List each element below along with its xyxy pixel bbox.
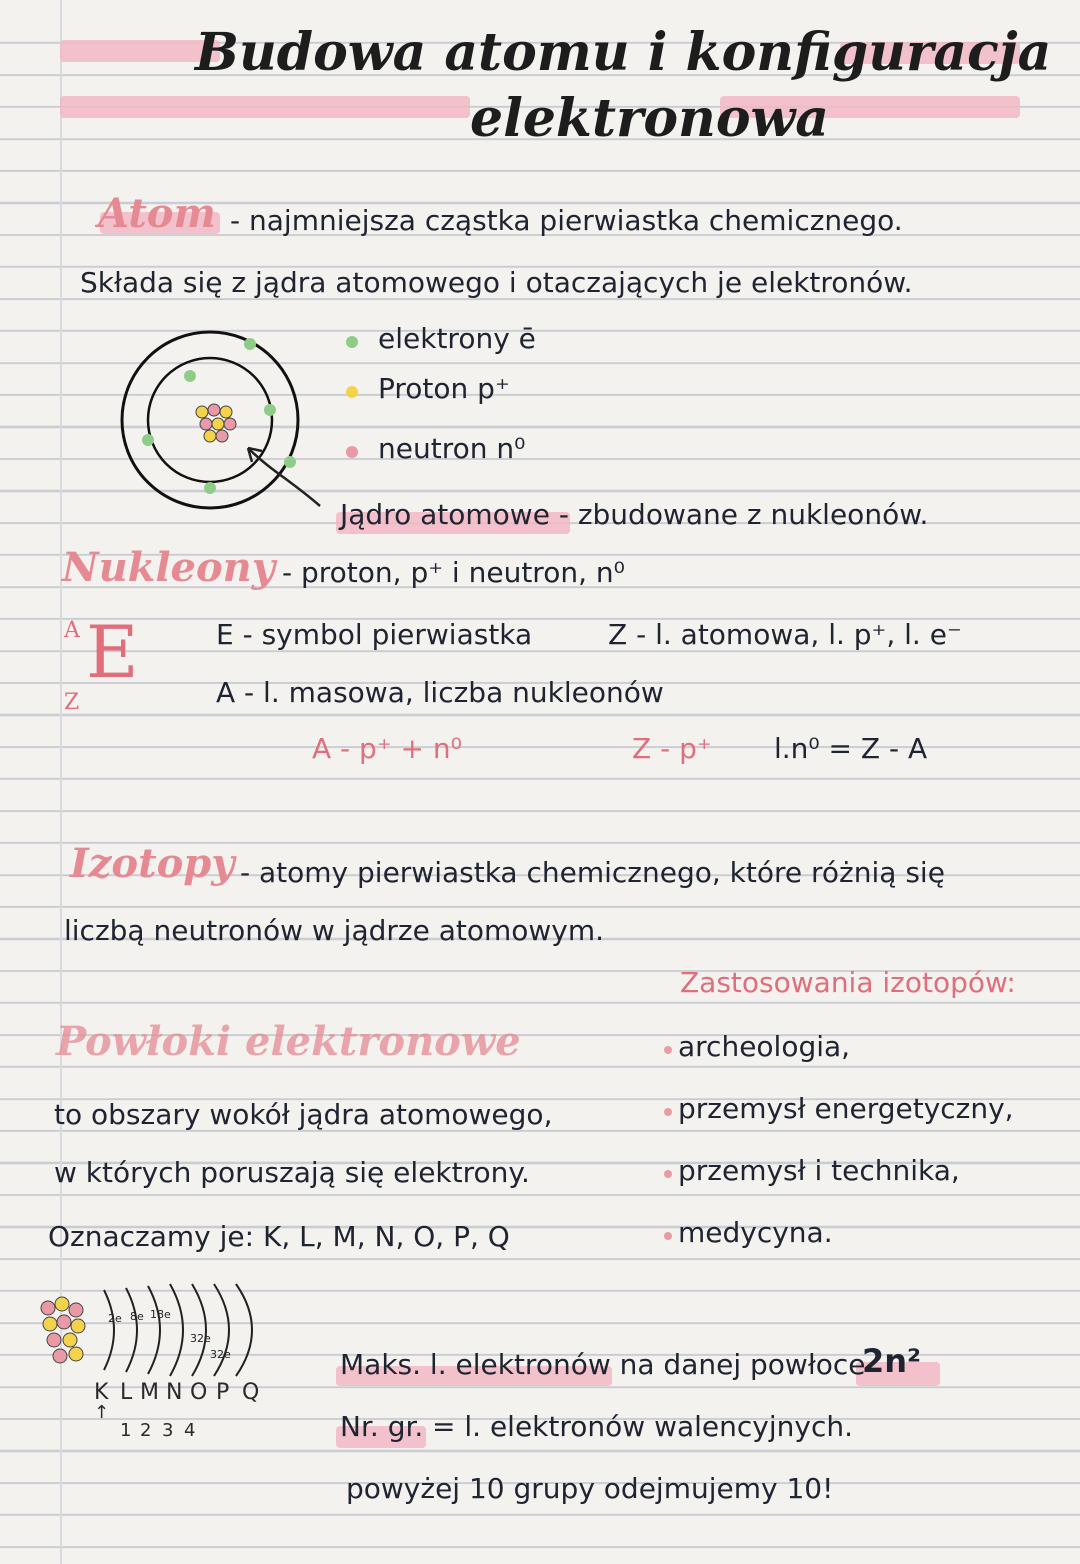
application-item-1: archeologia, xyxy=(678,1030,851,1063)
neutron-bullet xyxy=(346,446,358,458)
formula-mass: A - p⁺ + n⁰ xyxy=(312,732,462,765)
shell-number-1: 1 xyxy=(120,1420,132,1441)
page-title-line2: elektronowa xyxy=(470,88,829,149)
shell-capacity-o: 32e xyxy=(210,1348,231,1361)
symbol-atomic-number: Z xyxy=(64,690,80,715)
electron-bullet xyxy=(346,336,358,348)
shell-number-2: 2 xyxy=(140,1420,152,1441)
atomic-number-desc: Z - l. atomowa, l. p⁺, l. e⁻ xyxy=(608,618,962,651)
page-title-line1: Budowa atomu i konfiguracja xyxy=(195,22,1052,83)
izotopy-definition-2: liczbą neutronów w jądrze atomowym. xyxy=(64,914,605,947)
proton-bullet xyxy=(346,386,358,398)
shell-letter-k: K xyxy=(94,1380,109,1405)
shell-letter-q: Q xyxy=(242,1380,260,1405)
shell-letter-n: N xyxy=(166,1380,183,1405)
rule-subtract: powyżej 10 grupy odejmujemy 10! xyxy=(346,1472,834,1505)
atom-definition-2: Składa się z jądra atomowego i otaczających je elektronów. xyxy=(80,266,913,299)
legend-proton: Proton p⁺ xyxy=(378,372,510,405)
shell-letter-o: O xyxy=(190,1380,208,1405)
rule-group-prefix: Nr. gr. xyxy=(340,1410,424,1443)
shell-letter-l: L xyxy=(120,1380,133,1405)
mass-number-desc: A - l. masowa, liczba nukleonów xyxy=(216,676,664,709)
shell-capacity-l: 8e xyxy=(130,1310,144,1323)
formula-atomic: Z - p⁺ xyxy=(632,732,712,765)
shell-capacity-k: 2e xyxy=(108,1312,122,1325)
element-symbol-desc: E - symbol pierwiastka xyxy=(216,618,533,651)
applications-title: Zastosowania izotopów: xyxy=(680,966,1016,999)
atom-definition-1: - najmniejsza cząstka pierwiastka chemicznego. xyxy=(230,204,903,237)
shell-number-4: 4 xyxy=(184,1420,196,1441)
shell-number-3: 3 xyxy=(162,1420,174,1441)
shell-arrow-icon: ↑ xyxy=(94,1402,110,1423)
application-bullet-2 xyxy=(664,1108,672,1116)
shell-capacity-m: 18e xyxy=(150,1308,171,1321)
symbol-mass-number: A xyxy=(64,618,80,643)
izotopy-definition-1: - atomy pierwiastka chemicznego, które różnią się xyxy=(240,856,945,889)
legend-neutron: neutron n⁰ xyxy=(378,432,526,465)
rule-group-text: = l. elektronów walencyjnych. xyxy=(432,1410,853,1443)
application-bullet-3 xyxy=(664,1170,672,1178)
application-bullet-1 xyxy=(664,1046,672,1054)
title-highlight-3 xyxy=(60,96,470,118)
rule-max-electrons: Maks. l. elektronów na danej powłoce xyxy=(340,1348,866,1381)
atom-diagram xyxy=(110,320,350,520)
powloki-line2: w których poruszają się elektrony. xyxy=(54,1156,530,1189)
rule-max-electrons-formula: 2n² xyxy=(862,1342,922,1380)
formula-neutrons: l.n⁰ = Z - A xyxy=(774,732,928,765)
shell-letter-m: M xyxy=(140,1380,159,1405)
izotopy-term: Izotopy xyxy=(70,840,235,887)
shell-letter-p: P xyxy=(216,1380,230,1405)
nukleony-term: Nukleony xyxy=(62,544,276,591)
nucleus-caption: Jądro atomowe - zbudowane z nukleonów. xyxy=(340,498,929,531)
powloki-term: Powłoki elektronowe xyxy=(56,1018,521,1065)
shell-nucleus xyxy=(41,1297,85,1363)
powloki-line1: to obszary wokół jądra atomowego, xyxy=(54,1098,553,1131)
application-item-2: przemysł energetyczny, xyxy=(678,1092,1014,1125)
nukleony-definition: - proton, p⁺ i neutron, n⁰ xyxy=(282,556,625,589)
legend-electron: elektrony ē xyxy=(378,322,536,355)
application-item-4: medycyna. xyxy=(678,1216,833,1249)
nucleus xyxy=(196,404,236,442)
atom-term: Atom xyxy=(98,190,216,237)
application-item-3: przemysł i technika, xyxy=(678,1154,960,1187)
application-bullet-4 xyxy=(664,1232,672,1240)
shell-capacity-n: 32e xyxy=(190,1332,211,1345)
symbol-element: E xyxy=(86,610,139,694)
powloki-line3: Oznaczamy je: K, L, M, N, O, P, Q xyxy=(48,1220,510,1253)
